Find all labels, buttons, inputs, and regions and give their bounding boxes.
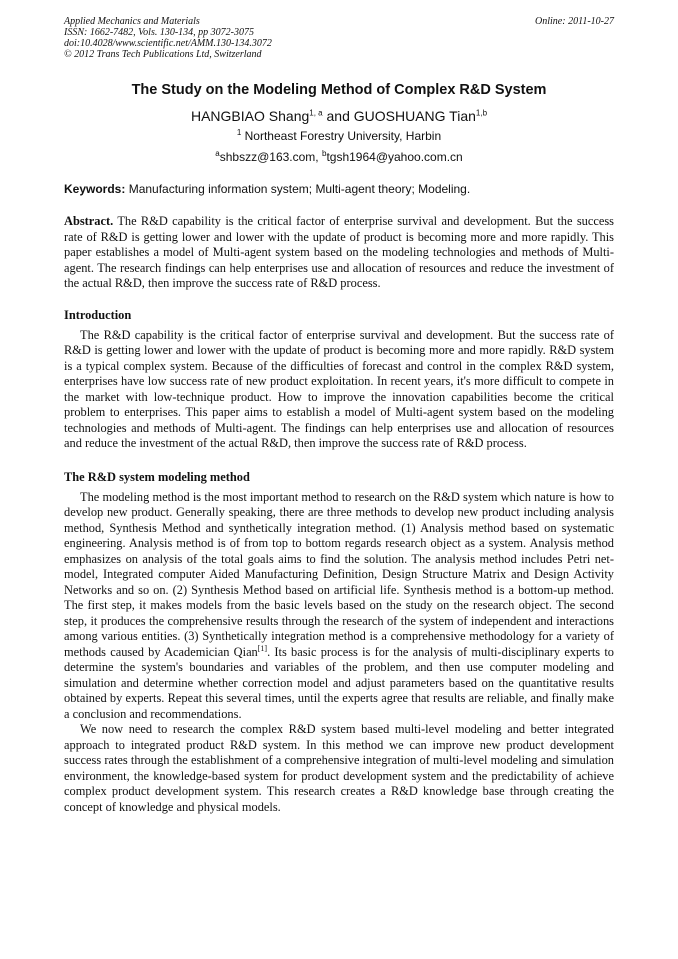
modeling-heading: The R&D system modeling method: [64, 469, 250, 484]
paper-page: [64, 16, 614, 815]
email-b-sup: b: [321, 149, 327, 158]
modeling-p1-text-a: The modeling method is the most important method to research on the R&D system which nature is how to develop new product. Generally speaking, there are three methods to develop new product including analysis method, Synthesis Method and synthetically integration method. (1) Analysis method based on systematic engineering. Analysis method is of from top to bottom regards research object as a system. Analysis method emphasizes on analysis of the total goals aims to find the solution. The analysis method includes Petri net-model, Integrated computer Aided Manufacturing Definition, Design Structure Matrix and Design Activity Networks and so on. (2) Synthesis Method based on artificial life. Synthesis method is a bottom-up method. The first step, it makes models from the basic levels based on the study on the research object. The second step, it produces the comprehensive results through the research of the system of independent and interactions among various entities. (3) Synthetically integration method is a comprehensive methodology for a variety of methods caused by Academician Qian: [64, 489, 614, 659]
email-b: tgsh1964@yahoo.com.cn: [326, 150, 463, 164]
email-a: shbszz@163.com,: [219, 150, 322, 164]
author-1-sup: 1, a: [309, 108, 323, 118]
affiliation-text: Northeast Forestry University, Harbin: [241, 129, 442, 143]
abstract-label: Abstract.: [64, 214, 114, 228]
abstract-text: The R&D capability is the critical factor of enterprise survival and development. But the success rate of R&D is getting lower and lower with the update of product is becoming more and more rapidly. This paper establishes a model of Multi-agent system based on the modeling technologies and methods of Multi-agent. The research findings can help enterprises use and allocation of resources and reduce the investment of the actual R&D, then improve the success rate of R&D process.: [64, 214, 614, 290]
abstract: [64, 214, 614, 292]
journal-name: Applied Mechanics and Materials: [64, 16, 200, 27]
affiliation-line: [64, 128, 614, 143]
keywords-text: Manufacturing information system; Multi-agent theory; Modeling.: [125, 182, 471, 196]
affiliation-sup: 1: [236, 128, 242, 137]
author-line: [64, 108, 614, 124]
paper-title: The Study on the Modeling Method of Complex R&D System: [131, 82, 547, 98]
doi-line: doi:10.4028/www.scientific.net/AMM.130-134.3072: [64, 38, 272, 49]
modeling-paragraph-1: [64, 490, 614, 723]
modeling-paragraph-2: We now need to research the complex R&D system based multi-level modeling and better integrated approach to integrated product R&D system. In this method we can improve new product development success rates through the establishment of a comprehensive integration of multi-level modeling and simulation environment, the knowledge-based system for product development system and the predictability of achieve complex product development system. This research creates a R&D knowledge base through creating the concept of knowledge and physical models.: [64, 722, 614, 814]
issn-line: ISSN: 1662-7482, Vols. 130-134, pp 3072-3075: [64, 27, 254, 38]
author-conjunction: and: [322, 108, 354, 124]
keywords-label: Keywords:: [64, 182, 126, 196]
keywords: [64, 182, 614, 196]
copyright-line: © 2012 Trans Tech Publications Ltd, Switzerland: [64, 49, 262, 60]
journal-header: [64, 16, 614, 60]
introduction-heading: Introduction: [64, 307, 132, 322]
modeling-p1-text-b: . Its basic process is for the analysis of multi-disciplinary experts to determine the system's boundaries and variables of the problem, and then use computer modeling and simulation and determine whether correction model and adjust parameters based on the quantitative results obtained by experts. Repeat this several times, until the experts agree that results are reliable, and finally make a conclusion and recommendations.: [64, 644, 614, 721]
email-line: [64, 149, 614, 164]
introduction-paragraph: The R&D capability is the critical factor of enterprise survival and development. But the success rate of R&D is getting lower and lower with the update of product is becoming more and more rapidly. R&D system is a typical complex system. Because of the difficulties of forecast and control in the complex R&D system, enterprises have low success rate of new product exploitation. In recent years, it's more difficult to compete in the market with low-technique product. How to improve the innovation capabilities become the critical problem to enterprises. This paper aims to establish a model of Multi-agent system based on the modeling technologies and methods of Multi-agent. The findings can help enterprises use and allocation of resources and reduce the investment of the actual R&D, then improve the success rate of R&D process.: [64, 327, 614, 450]
author-2-name: GUOSHUANG Tian: [353, 108, 476, 124]
author-2-sup: 1,b: [475, 108, 488, 118]
online-date: Online: 2011-10-27: [535, 16, 614, 27]
email-a-sup: a: [215, 149, 220, 158]
citation-ref-1: [1]: [257, 643, 268, 653]
author-1-name: HANGBIAO Shang: [190, 108, 310, 124]
